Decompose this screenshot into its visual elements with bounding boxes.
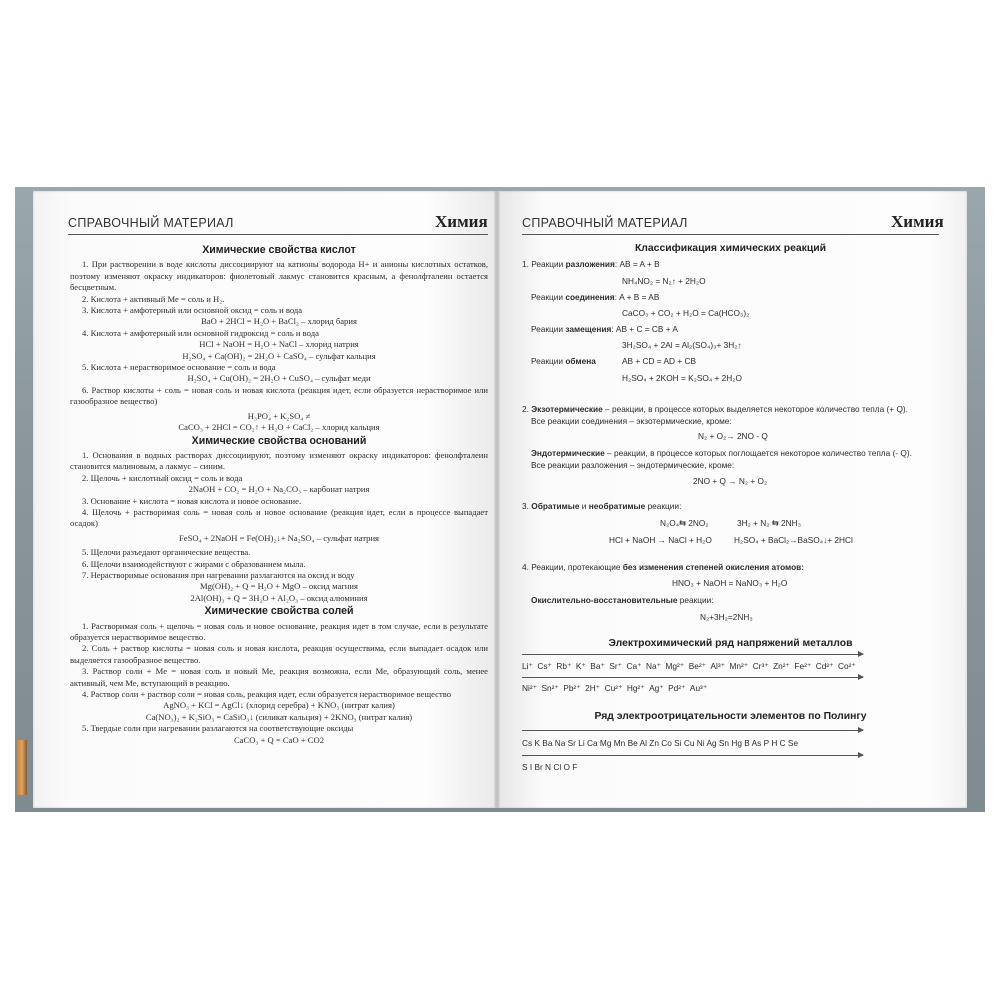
text-line: 4. Раствор соли + раствор соли = новая соль, реакция идет, если образуется нерастворимое вещество	[82, 689, 452, 700]
label-bold: Экзотермические	[531, 404, 603, 414]
equation: CaCO₃ + 2HCl = CO₂↑ + H₂O + CaCl₂ – хлорид кальция	[178, 422, 380, 433]
equation: HCl + NaOH → NaCl + H₂O	[609, 535, 712, 545]
ion-label: 2H⁺	[585, 683, 601, 693]
equation: 2NaOH + CO₂ = H₂O + Na₂CO₃ – карбонат натрия	[188, 484, 370, 495]
text-line: 3. Раствор соли + Ме = новая соль и новый Ме, реакция возможна, если Ме, образующий соль, менее активный, чем Ме, вступающий в реакцию.	[70, 666, 488, 688]
equation: H₂SO₄ + BaCl₂→BaSO₄↓+ 2HCl	[734, 535, 853, 545]
text-line: 1. При растворении в воде кислоты диссоциируют на катионы водорода Н+ и анионы кислотных остатков, поэтому изменяют окраску индикаторов: фиолетовый лакмус становится красным, а фенолфталеин остается бесцветным.	[70, 259, 488, 293]
exchange-row	[531, 356, 596, 366]
equation: 2NO + Q → N₂ + O₂	[693, 476, 768, 486]
text: 4. Реакции, протекающие	[522, 562, 623, 572]
ion-label: Zn²⁺	[773, 661, 790, 671]
equation: : A + B = AB	[614, 292, 660, 302]
acids-title: Химические свойства кислот	[202, 244, 356, 256]
label: Реакции	[531, 324, 566, 334]
label-bold: соединения	[565, 292, 615, 302]
redox-row	[531, 595, 714, 605]
text-line: 7. Нерастворимые основания при нагревании разлагаются на оксид и воду	[82, 569, 355, 580]
label-bold: Обратимые	[531, 501, 580, 511]
number: 3.	[522, 501, 532, 511]
subject-title: Химия	[435, 212, 488, 231]
cover-decoration	[17, 740, 27, 795]
section-label: СПРАВОЧНЫЙ МАТЕРИАЛ	[68, 216, 234, 230]
ion-label: Al³⁺	[710, 661, 726, 671]
text-line: 1. Основания в водных растворах диссоциируют, поэтому изменяют окраску индикаторов: фенолфталеин становится малиновым, а лакмус – синим.	[70, 449, 488, 472]
ion-label: Li⁺	[522, 661, 533, 671]
text: – реакции, в процессе которых поглощается некоторое количество тепла (- Q).	[604, 448, 912, 458]
ion-label: Fe²⁺	[794, 661, 812, 671]
ion-label: Co²⁺	[838, 661, 856, 671]
text: реакции:	[677, 595, 714, 605]
label-bold: необратимые	[588, 501, 646, 511]
equation: AB + CD = AD + CB	[622, 356, 697, 366]
ion-label: Sn²⁺	[541, 683, 559, 693]
equation: N₂+3H₂=2NH₃	[700, 612, 753, 622]
label-bold: замещения	[565, 324, 612, 334]
label: Реакции	[531, 356, 566, 366]
equation: BaO + 2HCl = H₂O + BaCl₂ – хлорид бария	[201, 316, 357, 327]
text-line: 3. Кислота + амфотерный или основной оксид = соль и вода	[82, 305, 303, 316]
ion-label: Mn²⁺	[729, 661, 749, 671]
text: – реакции, в процессе которых выделяется некоторое количество тепла (+ Q).	[602, 404, 908, 414]
header-rule	[68, 234, 488, 235]
section-label: СПРАВОЧНЫЙ МАТЕРИАЛ	[522, 216, 688, 230]
equation: H₂SO₄ + 2KOH = K₂SO₄ + 2H₂O	[622, 373, 742, 383]
ion-label: Ag⁺	[649, 683, 664, 693]
series-arrow	[522, 654, 863, 655]
ion-label: Pd²⁺	[668, 683, 686, 693]
right-page-header	[522, 212, 944, 232]
ion-row-2	[522, 683, 712, 693]
pauling-row-1: Cs K Ba Na Sr Li Ca Mg Mn Be Al Zn Co Si Cu Ni Ag Sn Hg B As P H C Se	[522, 738, 799, 748]
text-line: 5. Кислота + нерастворимое основание = соль и вода	[82, 362, 276, 373]
ion-label: Cd²⁺	[815, 661, 834, 671]
text-line: 2. Щелочь + кислотный оксид = соль и вода	[82, 472, 243, 483]
equation: CaCO₃ + Q = CaO + CO2	[233, 734, 325, 745]
equation: FeSO₄ + 2NaOH = Fe(OH)₂↓+ Na₂SO₄ – сульфат натрия	[179, 532, 379, 543]
ion-label: Ba⁺	[590, 661, 605, 671]
ion-label: Ni²⁺	[522, 683, 537, 693]
text-line: Все реакции разложения – эндотермические, кроме:	[531, 460, 735, 470]
ion-label: Mg²⁺	[665, 661, 685, 671]
ion-label: Na⁺	[646, 661, 662, 671]
text-line: 2. Кислота + активный Ме = соль и Н₂.	[82, 293, 225, 304]
classification-title: Классификация химических реакций	[634, 243, 827, 254]
ion-label: Cr³⁺	[752, 661, 769, 671]
ion-label: Cu²⁺	[604, 683, 623, 693]
text-line: 5. Твердые соли при нагревании разлагаются на соответствующие оксиды	[82, 723, 354, 734]
equation: : AB + C = CB + A	[611, 324, 678, 334]
number: 2.	[522, 404, 532, 414]
bases-title: Химические свойства оснований	[191, 434, 367, 447]
ion-label: Au³⁺	[689, 683, 708, 693]
header-rule	[522, 234, 939, 235]
equation: H₂SO₄ + Cu(OH)₂ = 2H₂O + CuSO₄ – сульфат меди	[187, 373, 371, 384]
decomposition-row	[522, 259, 660, 269]
label-bold: разложения	[565, 259, 615, 269]
ion-row-1	[522, 661, 860, 671]
equation: H₂SO₄ + Ca(OH)₂ = 2H₂O + CaSO₄ – сульфат кальция	[182, 350, 376, 361]
ion-label: Ca⁺	[626, 661, 642, 671]
series-arrow	[522, 677, 863, 678]
ion-label: Be²⁺	[688, 661, 706, 671]
subject-title: Химия	[891, 212, 944, 231]
electrochem-series-title: Электрохимический ряд напряжений металлов	[608, 638, 853, 649]
text-line: 6. Щелочи взаимодействуют с жирами с образованием мыла.	[82, 558, 306, 569]
equation: Ca(NO₃)₂ + K₂SiO₃ = CaSiO₃↓ (силикат кальция) + 2KNO₃ (нитрат калия)	[145, 711, 413, 722]
ion-label: Pb²⁺	[563, 683, 581, 693]
equation: : AB = A + B	[614, 259, 660, 269]
label: Реакции	[531, 292, 566, 302]
left-page-header	[68, 212, 488, 232]
ion-label: Sr⁺	[609, 661, 623, 671]
oxidation-row	[522, 562, 804, 572]
equation: NH₄NO₂ = N₂↑ + 2H₂O	[622, 276, 706, 286]
ion-label: Cs⁺	[537, 661, 552, 671]
equation: HNO₃ + NaOH = NaNO₃ + H₂O	[672, 578, 788, 588]
equation: AgNO₃ + KCl = AgCl↓ (хлорид серебра) + KNO₃ (нитрат калия)	[163, 700, 395, 711]
text-line: Все реакции соединения – экзотермические, кроме:	[531, 416, 732, 426]
pauling-row-2: S I Br N Cl O F	[522, 762, 578, 772]
text-line: 6. Раствор кислоты + соль = новая соль и новая кислота (реакция идет, если образуется нерастворимое или газообразное вещество)	[70, 384, 488, 407]
substitution-row	[531, 324, 678, 334]
pauling-title: Ряд электроотрицательности элементов по Полингу	[594, 711, 867, 722]
pauling-arrow	[522, 730, 863, 731]
pauling-arrow	[522, 755, 863, 756]
text: реакции:	[645, 501, 682, 511]
salts-title: Химические свойства солей	[204, 605, 354, 618]
ion-label: Hg²⁺	[626, 683, 645, 693]
text: и	[579, 501, 589, 511]
equation: N₂ + O₂→ 2NO - Q	[698, 431, 768, 441]
text-line: 4. Щелочь + растворимая соль = новая соль и новое основание (реакция идет, если в процессе выпадает осадок)	[70, 506, 488, 529]
text-line: 5. Щелочи разъедают органические вещества.	[82, 547, 251, 558]
text-line: 3. Основание + кислота = новая кислота и новое основание.	[82, 495, 302, 506]
combination-row	[531, 292, 659, 302]
book-gutter	[494, 191, 500, 808]
endothermic-row	[531, 448, 912, 458]
equation: N₂O₄⇆ 2NO₂	[660, 518, 709, 528]
equation: 2Al(OH)₃ + Q = 3H₂O + Al₂O₃ – оксид алюминия	[190, 592, 368, 603]
text-line: 4. Кислота + амфотерный или основной гидроксид = соль и вода	[82, 327, 319, 338]
equation: CaCO₃ + CO₂ + H₂O = Ca(HCO₃)₂	[622, 308, 750, 318]
equation: 3H₂SO₄ + 2Al = Al₂(SO₄)₃+ 3H₂↑	[622, 340, 742, 350]
label-bold: без изменения степеней окисления атомов:	[622, 562, 805, 572]
label-bold: Окислительно-восстановительные	[531, 595, 678, 605]
equation: H₃PO₄ + K₂SO₄ ≠	[247, 410, 311, 421]
text-line: 2. Соль + раствор кислоты = новая соль и новая кислота, реакция осуществима, если выпадает осадок или выделяется газообразное вещество.	[70, 643, 488, 665]
equation: HCl + NaOH = H₂O + NaCl – хлорид натрия	[199, 339, 359, 350]
label-bold: Эндотермические	[531, 448, 605, 458]
ion-label: Rb⁺	[556, 661, 572, 671]
label-bold: обмена	[565, 356, 596, 366]
text-line: 1. Растворимая соль + щелочь = новая соль и новое основание, реакция идет в том случае, если в результате образуется нерастворимое вещество.	[70, 620, 488, 642]
ion-label: K⁺	[575, 661, 586, 671]
equation: 3H₂ + N₂ ⇆ 2NH₃	[737, 518, 802, 528]
reversible-row	[522, 501, 681, 511]
equation: Mg(OH)₂ + Q = H₂O + MgO – оксид магния	[200, 581, 358, 592]
left-column	[70, 243, 488, 746]
label: 1. Реакции	[522, 259, 566, 269]
exothermic-row	[522, 404, 908, 414]
